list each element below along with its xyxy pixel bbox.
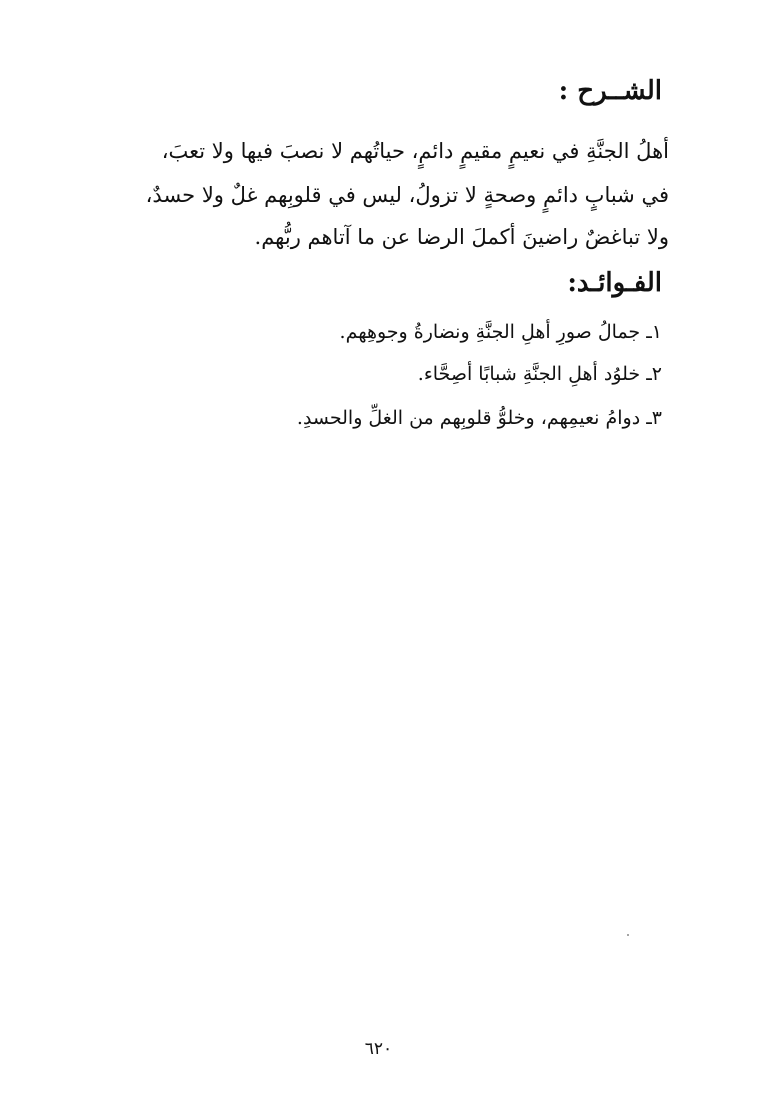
sharh-line-1: أهلُ الجنَّةِ في نعيمٍ مقيمٍ دائمٍ، حياتُهم لا نصبَ فيها ولا تعبَ، [161, 139, 669, 163]
scan-speck [627, 934, 629, 936]
fawaid-item-1: ١ـ جمالُ صورِ أهلِ الجنَّةِ ونضارةُ وجوهِهم. [339, 321, 662, 343]
fawaid-heading: الفـوائـد: [567, 268, 662, 298]
sharh-line-2: في شبابٍ دائمٍ وصحةٍ لا تزولُ، ليس في قلوبِهم غلٌ ولا حسدٌ، [145, 183, 669, 207]
fawaid-item-3: ٣ـ دوامُ نعيمِهم، وخلوُّ قلوبِهم من الغلِّ والحسدِ. [296, 407, 662, 429]
fawaid-item-2: ٢ـ خلوُد أهلِ الجنَّةِ شبابًا أصِحَّاء. [417, 363, 662, 385]
sharh-heading: الشــرح : [558, 76, 662, 106]
sharh-line-3: ولا تباغضٌ راضينَ أكملَ الرضا عن ما آتاهم ربُّهم. [254, 225, 669, 249]
page-number: ٦٢٠ [364, 1039, 393, 1059]
